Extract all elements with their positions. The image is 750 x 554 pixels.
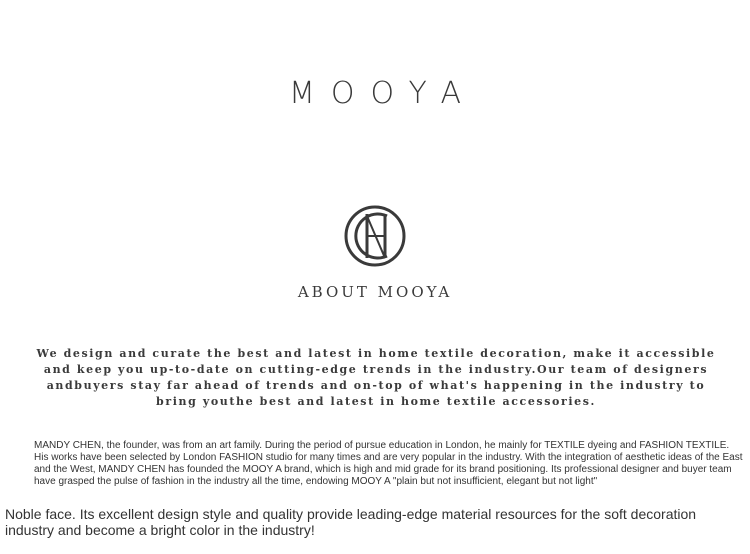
- founder-paragraph: MANDY CHEN, the founder, was from an art family. During the period of pursue education in London, he mainly for TEXTILE dyeing and FASHION TEXTILE. His works have been selected by London FASHION studio for many times and are very popular in the industry. With the integration of aesthetic ideas of the East and the West, MANDY CHEN has founded the MOOY A brand, which is high and mid grade for its brand positioning. Its professional designer and buyer team have grasped the pulse of fashion in the industry all the time, endowing MOOY A "plain but not insufficient, elegant but not light": [34, 440, 743, 487]
- closing-paragraph: Noble face. Its excellent design style and quality provide leading-edge material resources for the soft decoration industry and become a bright color in the industry!: [5, 506, 697, 538]
- mooya-monogram-icon: [343, 204, 407, 268]
- tagline-paragraph: We design and curate the best and latest in home textile decoration, make it accessible and keep you up-to-date on cutting-edge trends in the industry.Our team of designers andbuyers stay far ahead of trends and on-top of what's happening in the industry to bring youthe best and latest in home textile accessories.: [36, 347, 716, 408]
- about-heading: ABOUT MOOYA: [297, 283, 453, 301]
- brand-title: MOOYA: [289, 76, 477, 111]
